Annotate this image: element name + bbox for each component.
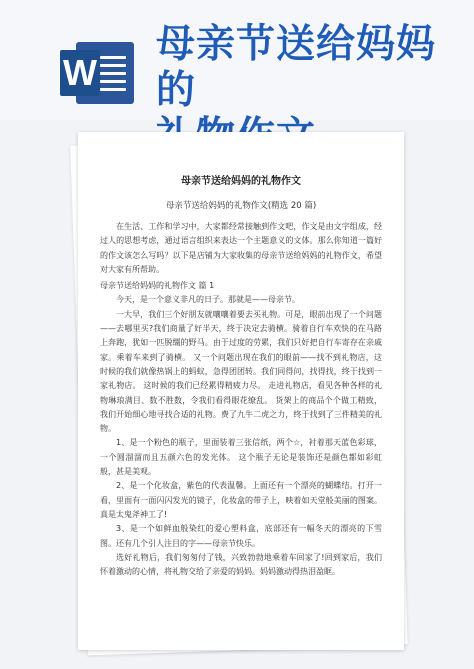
paragraph-item-2: 2、是一个化妆盒，紫色的代表温馨。上面还有一个漂亮的蝴蝶结。打开一看，里面有一面闪闪发光的镜子，化妆盒的带子上，映着如天堂般美丽的图案。真是太鬼斧神工了! (100, 481, 382, 519)
paragraph-intro: 在生活、工作和学习中，大家都经常接触到作文吧，作文是由文字组成，经过人的思想考虑，通过语言组织来表达一个主题意义的文体。那么你知道一篇好的作文该怎么写吗？以下是店铺为大家收集的母亲节送给妈妈的礼物作文，希望对大家有所帮助。 (100, 222, 382, 274)
section-heading: 母亲节送给妈妈的礼物作文 篇 1 (100, 281, 215, 291)
paragraph: 选好礼物后，我们匆匆付了钱，兴致勃勃地乘着车回家了!回到家后，我们怀着激动的心情，将礼物交给了亲爱的妈妈。妈妈激动得热泪盈眶。 (100, 552, 382, 577)
paragraph-item-1: 1、是一个粉色的瓶子，里面装着三张信纸，两个☆，衬着那天蓝色彩球，一个圆溜溜而且五颜六色的发光体。 这个瓶子无论是装饰还是颜色都如彩虹般，甚是美观。 (100, 438, 382, 477)
word-icon-letter: W (60, 50, 100, 96)
document-title: 母亲节送给妈妈的礼物作文 (181, 176, 301, 187)
document-body (100, 220, 382, 579)
banner-title-line-1: 母亲节送给妈妈的 (156, 22, 437, 113)
document-subtitle: 母亲节送给妈妈的礼物作文(精选 20 篇) (165, 201, 317, 211)
word-document-icon (60, 34, 136, 110)
paragraph: 今天，是一个意义非凡的日子。那就是——母亲节。 (116, 295, 300, 305)
banner (0, 0, 474, 120)
paragraph: 一大早，我们三个好朋友就嚷嚷着要去买礼物。可是，眼前出现了一个问题——去哪里买?我们商量了好半天，终于决定去骑横。骑着自行车欢快的在马路上奔跑，犹如一匹脱缰的野马。由于过度的劳累，我们只好把自行车寄存在亲戚家。乘着车来到了骑横。 又一个问题出现在我们的眼前——找不到礼物店，这时候的我们就像热锅上的蚂蚁，急得团团转。我们同得问，找得找，终于找到一家礼物店。 这时候的我们已经累得精疲力尽。 走进礼物店，看见各种各样的礼物琳琅满目、数不胜数，令我们看得眼花缭乱。 货架上的商品个个做工精致，我们开始细心地寻找合适的礼物。费了九牛二虎之力，终于找到了三件精美的礼物。 (100, 309, 382, 434)
paragraph-item-3: 3、是一个如鲜血般染红的爱心塑料盒，底部还有一幅冬天的漂亮的下雪图。还有几个引人注目的字——母亲节快乐。 (100, 524, 382, 548)
document-page (78, 132, 404, 650)
